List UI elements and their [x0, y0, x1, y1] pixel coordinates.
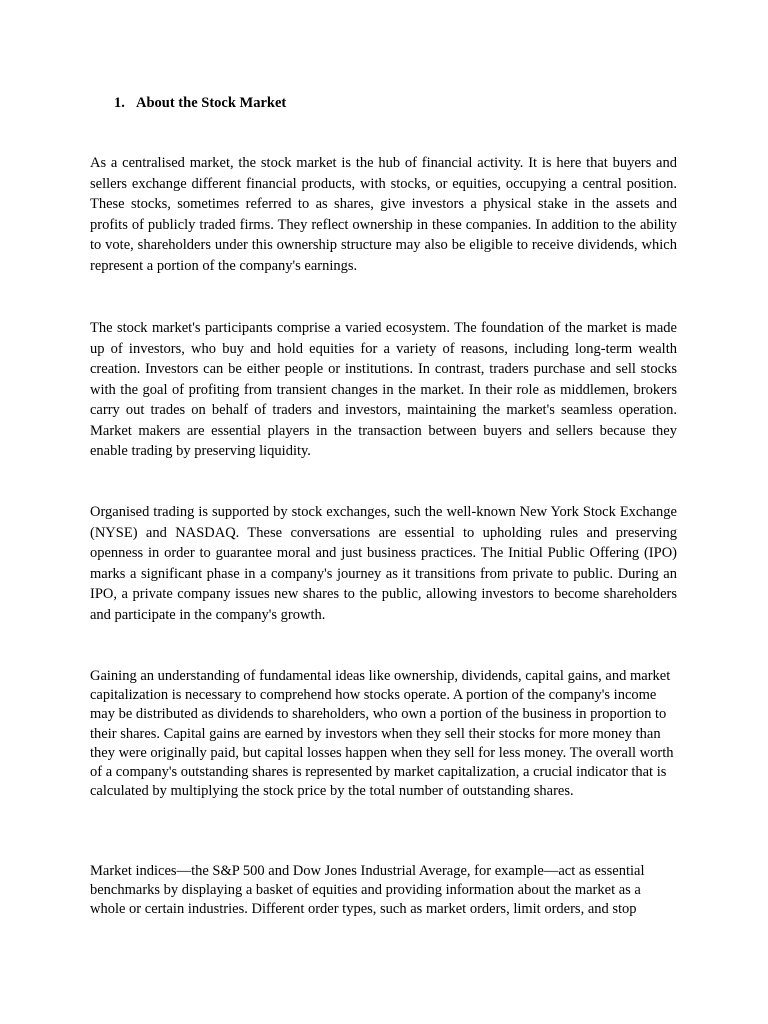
section-title: About the Stock Market	[136, 95, 287, 111]
paragraph-market-indices: Market indices—the S&P 500 and Dow Jones Industrial Average, for example—act as essential benchmarks by displaying a basket of equities and providing information about the market as a whole or certain industries. Different order types, such as market orders, limit orders, and stop	[90, 863, 645, 918]
paragraph-exchanges: Organised trading is supported by stock exchanges, such the well-known New York Stock Exchange (NYSE) and NASDAQ. These conversations are essential to upholding rules and preserving openness in order to guarantee moral and just business practices. The Initial Public Offering (IPO) marks a significant phase in a company's journey as it transitions from private to public. During an IPO, a private company issues new shares to the public, allowing investors to become shareholders and participate in the company's growth.	[90, 504, 677, 623]
paragraph-participants: The stock market's participants comprise a varied ecosystem. The foundation of the market is made up of investors, who buy and hold equities for a variety of reasons, including long-term wealth creation. Investors can be either people or institutions. In contrast, traders purchase and sell stocks with the goal of profiting from transient changes in the market. In their role as middlemen, brokers carry out trades on behalf of traders and investors, maintaining the market's seamless operation. Market makers are essential players in the transaction between buyers and sellers because they enable trading by preserving liquidity.	[90, 320, 677, 459]
paragraph-stock-market-intro: As a centralised market, the stock market is the hub of financial activity. It is here that buyers and sellers exchange different financial products, with stocks, or equities, occupying a central position. These stocks, sometimes referred to as shares, give investors a physical stake in the assets and profits of publicly traded firms. They reflect ownership in these companies. In addition to the ability to vote, shareholders under this ownership structure may also be eligible to receive dividends, which represent a portion of the company's earnings.	[90, 155, 677, 274]
paragraph-fundamentals: Gaining an understanding of fundamental ideas like ownership, dividends, capital gains, and market capitalization is necessary to comprehend how stocks operate. A portion of the company's income may be distributed as dividends to shareholders, who own a portion of the business in proportion to their shares. Capital gains are earned by investors when they sell their stocks for more money than they were originally paid, but capital losses happen when they sell for less money. The overall worth of a company's outstanding shares is represented by market capitalization, a crucial indicator that is calculated by multiplying the stock price by the total number of outstanding shares.	[90, 668, 674, 800]
section-number: 1.	[114, 95, 125, 111]
section-heading	[114, 93, 286, 113]
